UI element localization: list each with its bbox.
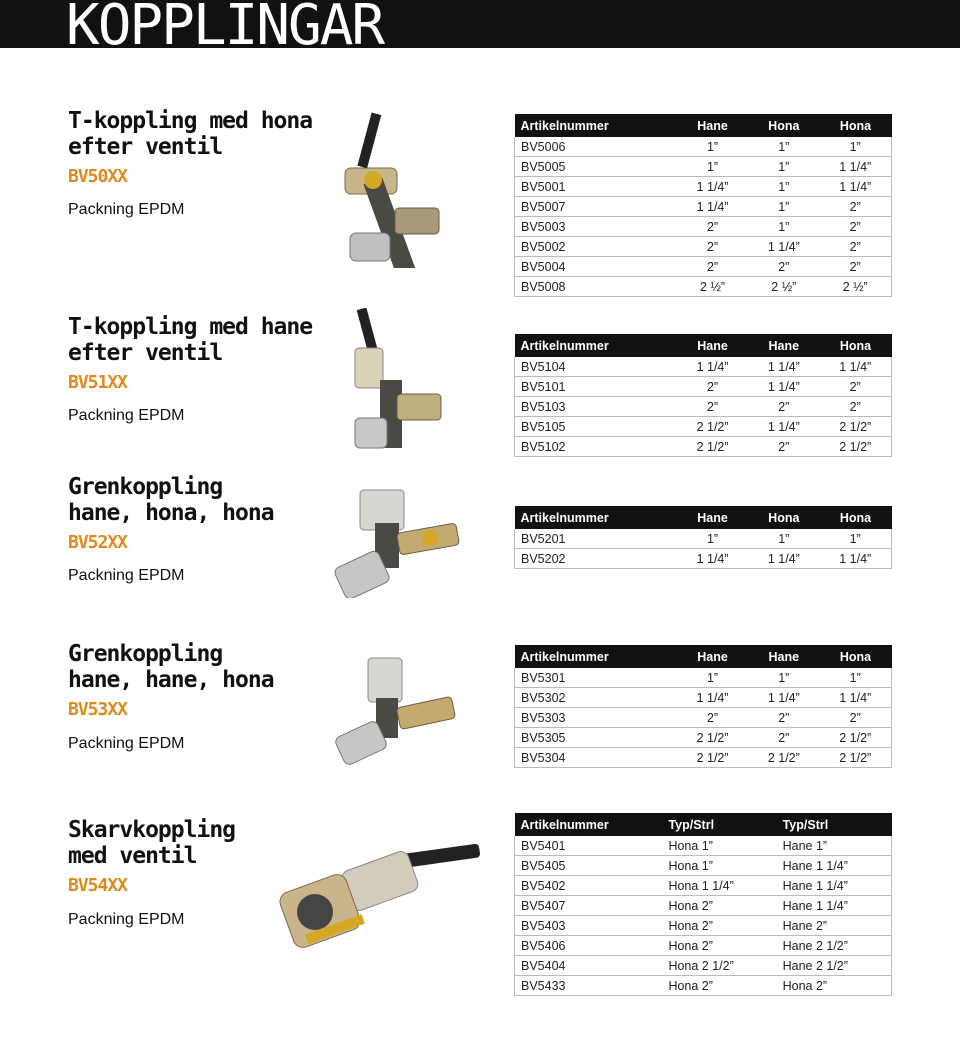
table-cell: 2” — [819, 377, 891, 397]
table-cell: 2” — [819, 217, 891, 237]
table-bv54 — [514, 813, 892, 996]
table-cell: 2 1/2” — [677, 417, 748, 437]
table-row — [515, 896, 892, 916]
table-header-cell: Typ/Strl — [777, 813, 892, 836]
table-cell: 2” — [819, 708, 891, 728]
table-cell: Hane 1 1/4” — [777, 876, 892, 896]
table-cell: Hona 1 1/4” — [662, 876, 776, 896]
page-header — [0, 0, 960, 58]
text: Skarvkoppling — [68, 817, 236, 843]
table-bv52 — [514, 506, 892, 569]
text: med ventil — [68, 843, 197, 869]
table-header-cell: Hona — [819, 334, 891, 357]
table-cell: 1” — [748, 668, 819, 688]
table-cell: 1” — [819, 668, 891, 688]
table-cell: BV5004 — [515, 257, 677, 277]
table-cell: Hona 2” — [662, 936, 776, 956]
table-header-cell: Hona — [819, 506, 891, 529]
table-cell: 2 1/2” — [819, 748, 891, 768]
table-row — [515, 529, 892, 549]
text: hane, hona, hona — [68, 500, 274, 526]
table-row — [515, 277, 892, 297]
table-cell: 1” — [748, 529, 819, 549]
section-title-bv51 — [68, 314, 328, 396]
table-cell: 2 1/2” — [819, 417, 891, 437]
table-cell: 1 1/4” — [677, 549, 748, 569]
table-cell: 1” — [819, 529, 891, 549]
table-header-cell: Artikelnummer — [515, 645, 677, 668]
table-cell: BV5001 — [515, 177, 677, 197]
table-cell: 1” — [748, 137, 819, 157]
table-cell: BV5304 — [515, 748, 677, 768]
text: T-koppling med hane — [68, 314, 313, 340]
table-cell: BV5405 — [515, 856, 663, 876]
table-cell: Hona 2” — [777, 976, 892, 996]
table-cell: 1” — [677, 529, 748, 549]
table-row — [515, 237, 892, 257]
table-cell: 2” — [748, 728, 819, 748]
text: Grenkoppling — [68, 474, 223, 500]
packing-label: Packning EPDM — [68, 201, 185, 218]
table-cell: BV5406 — [515, 936, 663, 956]
table-row — [515, 357, 892, 377]
table-bv50 — [514, 114, 892, 297]
table-cell: BV5404 — [515, 956, 663, 976]
table-cell: Hane 2 1/2” — [777, 956, 892, 976]
table-row — [515, 728, 892, 748]
packing-label: Packning EPDM — [68, 567, 185, 584]
table-cell: 2” — [748, 397, 819, 417]
table-cell: Hona 2” — [662, 976, 776, 996]
table-cell: Hane 1” — [777, 836, 892, 856]
table-cell: 1” — [677, 137, 748, 157]
table-cell: 1 1/4” — [748, 549, 819, 569]
table-row — [515, 708, 892, 728]
table-cell: 1 1/4” — [819, 688, 891, 708]
table-row — [515, 417, 892, 437]
table-cell: 2” — [677, 397, 748, 417]
table-cell: 2” — [677, 217, 748, 237]
packing-label: Packning EPDM — [68, 911, 185, 928]
table-cell: 1 1/4” — [677, 688, 748, 708]
table-cell: BV5006 — [515, 137, 677, 157]
table-cell: 1 1/4” — [748, 237, 819, 257]
text: hane, hane, hona — [68, 667, 274, 693]
text: Grenkoppling — [68, 641, 223, 667]
table-cell: 1” — [748, 157, 819, 177]
table-cell: BV5202 — [515, 549, 677, 569]
section-title-bv50 — [68, 108, 328, 190]
table-row — [515, 197, 892, 217]
table-cell: 2 ½” — [748, 277, 819, 297]
table-cell: 2 1/2” — [819, 437, 891, 457]
table-cell: 1 1/4” — [819, 177, 891, 197]
table-cell: 1 1/4” — [819, 549, 891, 569]
table-cell: 2” — [677, 237, 748, 257]
table-cell: BV5301 — [515, 668, 677, 688]
table-header-cell: Hane — [677, 645, 748, 668]
table-cell: 1 1/4” — [819, 157, 891, 177]
table-cell: BV5003 — [515, 217, 677, 237]
page-title: KOPPLINGAR — [66, 0, 384, 58]
table-header-cell: Hane — [748, 334, 819, 357]
table-cell: 2” — [819, 197, 891, 217]
table-row — [515, 748, 892, 768]
table-header-cell: Hane — [677, 114, 748, 137]
table-header-cell: Typ/Strl — [662, 813, 776, 836]
table-header-cell: Hane — [677, 506, 748, 529]
text: efter ventil — [68, 134, 223, 160]
table-row — [515, 976, 892, 996]
table-cell: Hane 1 1/4” — [777, 896, 892, 916]
t-coupling-male-valve-image — [335, 308, 450, 453]
table-cell: BV5402 — [515, 876, 663, 896]
table-row — [515, 836, 892, 856]
table-row — [515, 876, 892, 896]
table-cell: 1” — [819, 137, 891, 157]
table-cell: BV5002 — [515, 237, 677, 257]
table-cell: BV5302 — [515, 688, 677, 708]
table-header-cell: Hane — [748, 645, 819, 668]
table-cell: BV5305 — [515, 728, 677, 748]
table-cell: 2” — [677, 708, 748, 728]
table-cell: 2 ½” — [819, 277, 891, 297]
table-cell: Hane 2” — [777, 916, 892, 936]
table-row — [515, 916, 892, 936]
table-cell: BV5403 — [515, 916, 663, 936]
table-cell: 1” — [677, 157, 748, 177]
table-row — [515, 437, 892, 457]
table-header-cell: Hona — [748, 114, 819, 137]
table-cell: 2 ½” — [677, 277, 748, 297]
table-row — [515, 668, 892, 688]
table-header-cell: Artikelnummer — [515, 114, 677, 137]
packing-label: Packning EPDM — [68, 407, 185, 424]
branch-coupling-male-image — [330, 650, 480, 770]
table-row — [515, 856, 892, 876]
table-cell: Hona 1” — [662, 856, 776, 876]
t-coupling-valve-image — [335, 108, 450, 268]
table-row — [515, 377, 892, 397]
table-cell: BV5005 — [515, 157, 677, 177]
table-cell: 2” — [748, 437, 819, 457]
table-cell: 2” — [819, 397, 891, 417]
table-header-cell: Hona — [748, 506, 819, 529]
table-cell: 1 1/4” — [677, 177, 748, 197]
table-cell: 2 1/2” — [748, 748, 819, 768]
table-cell: 2” — [748, 708, 819, 728]
table-cell: 2” — [819, 237, 891, 257]
product-code: BV50XX — [68, 166, 128, 187]
table-cell: 1” — [677, 668, 748, 688]
table-header-cell: Artikelnummer — [515, 813, 663, 836]
table-cell: BV5101 — [515, 377, 677, 397]
product-code: BV51XX — [68, 372, 128, 393]
table-cell: BV5401 — [515, 836, 663, 856]
table-cell: BV5407 — [515, 896, 663, 916]
table-cell: Hona 2 1/2” — [662, 956, 776, 976]
table-cell: Hona 2” — [662, 916, 776, 936]
table-cell: 1 1/4” — [748, 357, 819, 377]
table-row — [515, 549, 892, 569]
table-cell: 1 1/4” — [677, 197, 748, 217]
table-cell: BV5008 — [515, 277, 677, 297]
table-cell: 2 1/2” — [677, 437, 748, 457]
table-bv53 — [514, 645, 892, 768]
product-code: BV52XX — [68, 532, 128, 553]
table-cell: BV5201 — [515, 529, 677, 549]
table-bv51 — [514, 334, 892, 457]
table-header-cell: Hona — [819, 645, 891, 668]
table-cell: 2” — [748, 257, 819, 277]
table-cell: Hona 2” — [662, 896, 776, 916]
table-cell: 2” — [819, 257, 891, 277]
table-cell: 1” — [748, 197, 819, 217]
text: T-koppling med hona — [68, 108, 313, 134]
table-cell: 1 1/4” — [748, 377, 819, 397]
union-coupling-valve-image — [275, 820, 485, 960]
table-cell: 1” — [748, 217, 819, 237]
table-cell: Hona 1” — [662, 836, 776, 856]
table-row — [515, 688, 892, 708]
table-cell: 2” — [677, 257, 748, 277]
table-cell: 1 1/4” — [748, 417, 819, 437]
table-cell: BV5103 — [515, 397, 677, 417]
table-cell: 1 1/4” — [677, 357, 748, 377]
packing-label: Packning EPDM — [68, 735, 185, 752]
table-cell: 2 1/2” — [819, 728, 891, 748]
section-title-bv53 — [68, 641, 328, 723]
table-cell: 1 1/4” — [819, 357, 891, 377]
table-row — [515, 177, 892, 197]
table-row — [515, 157, 892, 177]
table-cell: Hane 1 1/4” — [777, 856, 892, 876]
table-cell: BV5102 — [515, 437, 677, 457]
table-row — [515, 936, 892, 956]
table-header-cell: Artikelnummer — [515, 334, 677, 357]
table-cell: 2 1/2” — [677, 728, 748, 748]
table-cell: Hane 2 1/2” — [777, 936, 892, 956]
text: efter ventil — [68, 340, 223, 366]
section-title-bv52 — [68, 474, 328, 556]
branch-coupling-image — [330, 478, 480, 598]
table-header-cell: Hane — [677, 334, 748, 357]
table-cell: 2” — [677, 377, 748, 397]
table-cell: BV5105 — [515, 417, 677, 437]
table-cell: BV5007 — [515, 197, 677, 217]
table-cell: BV5433 — [515, 976, 663, 996]
table-cell: BV5303 — [515, 708, 677, 728]
table-header-cell: Hona — [819, 114, 891, 137]
table-row — [515, 137, 892, 157]
table-cell: BV5104 — [515, 357, 677, 377]
table-row — [515, 956, 892, 976]
table-row — [515, 397, 892, 417]
table-row — [515, 217, 892, 237]
table-cell: 2 1/2” — [677, 748, 748, 768]
table-cell: 1” — [748, 177, 819, 197]
table-header-cell: Artikelnummer — [515, 506, 677, 529]
table-cell: 1 1/4” — [748, 688, 819, 708]
product-code: BV54XX — [68, 875, 128, 896]
table-row — [515, 257, 892, 277]
product-code: BV53XX — [68, 699, 128, 720]
